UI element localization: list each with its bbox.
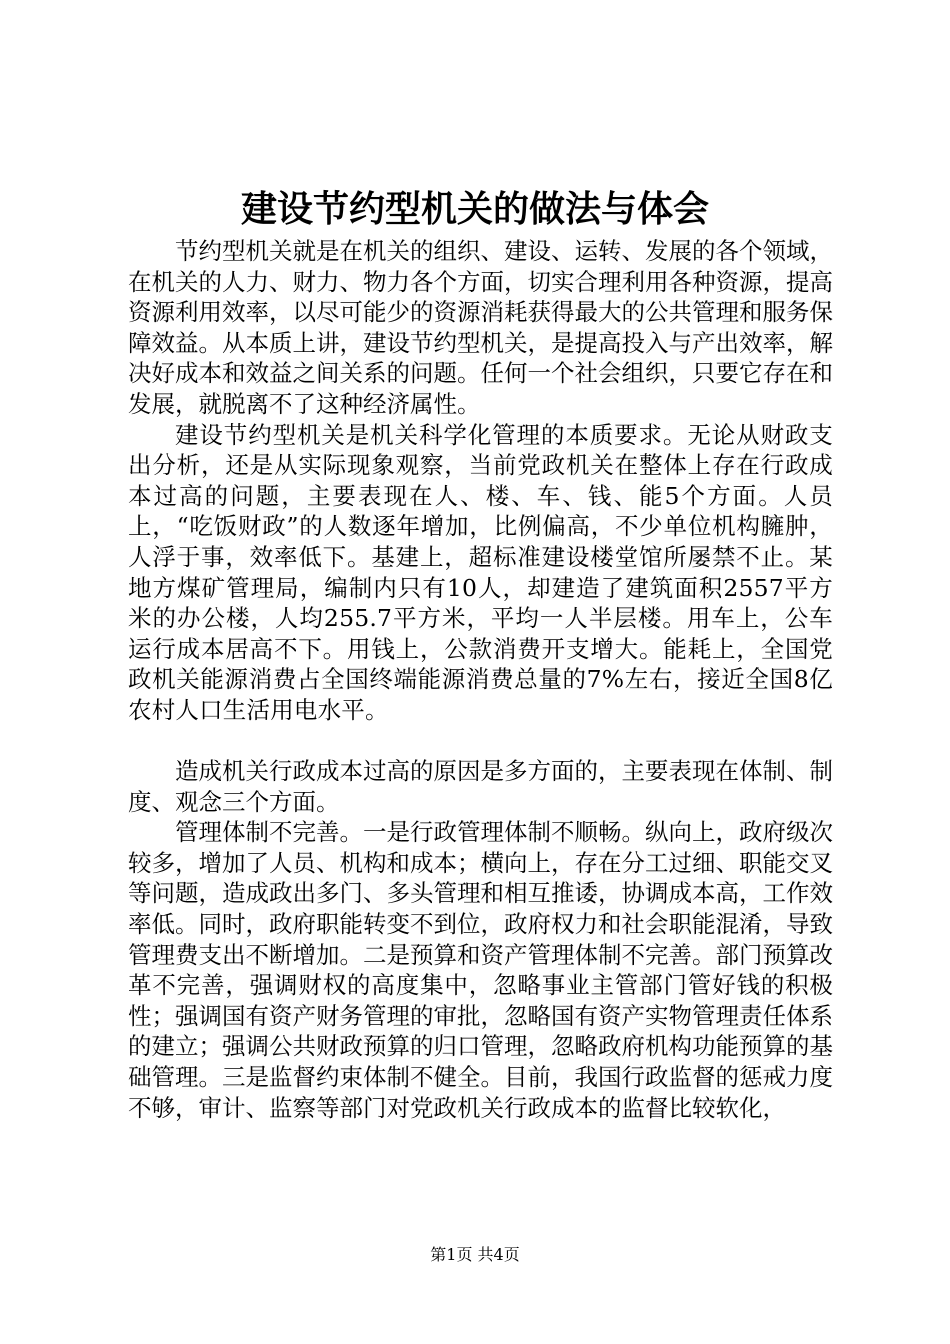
paragraph-spacer — [128, 726, 833, 757]
page-footer: 第1页 共4页 — [430, 1245, 520, 1264]
paragraph: 建设节约型机关是机关科学化管理的本质要求。无论从财政支出分析，还是从实际现象观察，当前党政机关在整体上存在行政成本过高的问题，主要表现在人、楼、车、钱、能5个方面。人员上，“吃饭财政”的人数逐年增加，比例偏高，不少单位机构臃肿，人浮于事，效率低下。基建上，超标准建设楼堂馆所屡禁不止。某地方煤矿管理局，编制内只有10人，却建造了建筑面积2557平方米的办公楼，人均255.7平方米，平均一人半层楼。用车上，公车运行成本居高不下。用钱上，公款消费开支增大。能耗上，全国党政机关能源消费占全国终端能源消费总量的7%左右，接近全国8亿农村人口生活用电水平。 — [128, 420, 833, 724]
document-body — [128, 236, 833, 1123]
paragraph: 管理体制不完善。一是行政管理体制不顺畅。纵向上，政府级次较多，增加了人员、机构和成本；横向上，存在分工过细、职能交叉等问题，造成政出多门、多头管理和相互推诿，协调成本高，工作效率低。同时，政府职能转变不到位，政府权力和社会职能混淆，导致管理费支出不断增加。二是预算和资产管理体制不完善。部门预算改革不完善，强调财权的高度集中，忽略事业主管部门管好钱的积极性；强调国有资产财务管理的审批，忽略国有资产实物管理责任体系的建立；强调公共财政预算的归口管理，忽略政府机构功能预算的基础管理。三是监督约束体制不健全。目前，我国行政监督的惩戒力度不够，审计、监察等部门对党政机关行政成本的监督比较软化， — [128, 818, 833, 1122]
document-title: 建设节约型机关的做法与体会 — [240, 188, 709, 230]
paragraph: 造成机关行政成本过高的原因是多方面的，主要表现在体制、制度、观念三个方面。 — [128, 757, 833, 816]
paragraph: 节约型机关就是在机关的组织、建设、运转、发展的各个领域，在机关的人力、财力、物力各个方面，切实合理利用各种资源，提高资源利用效率，以尽可能少的资源消耗获得最大的公共管理和服务保障效益。从本质上讲，建设节约型机关，是提高投入与产出效率，解决好成本和效益之间关系的问题。任何一个社会组织，只要它存在和发展，就脱离不了这种经济属性。 — [128, 237, 833, 418]
